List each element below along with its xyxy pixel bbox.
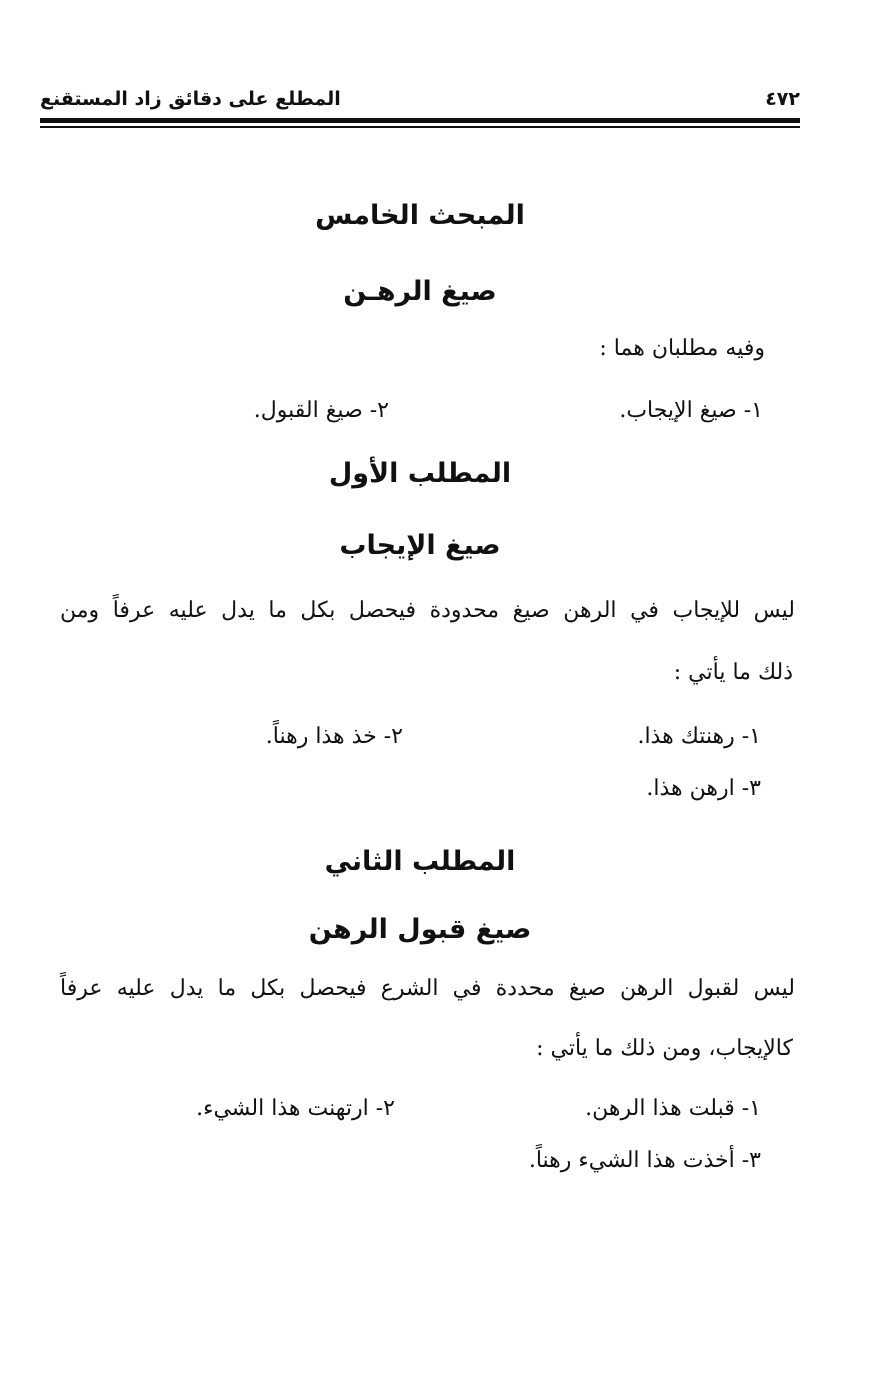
second-example-2: ٢- ارتهنت هذا الشيء. [196, 1096, 395, 1121]
header-rule-thick [40, 118, 800, 123]
second-example-3: ٣- أخذت هذا الشيء رهناً. [528, 1148, 761, 1173]
first-paragraph-line-1: ليس للإيجاب في الرهن صيغ محدودة فيحصل بكل ما يدل عليه عرفاً ومن [60, 598, 795, 623]
first-example-1: ١- رهنتك هذا. [637, 724, 761, 749]
first-paragraph-line-2: ذلك ما يأتي : [673, 660, 793, 685]
first-heading: المطلب الأول [328, 458, 512, 489]
page-number: ٤٧٢ [765, 88, 800, 110]
first-example-2: ٢- خذ هذا رهناً. [265, 724, 403, 749]
section-intro: وفيه مطلبان هما : [599, 336, 765, 361]
header-rule-thin [40, 126, 800, 128]
second-title: صيغ قبول الرهن [308, 914, 532, 945]
section-item-1: ١- صيغ الإيجاب. [619, 398, 763, 423]
running-title: المطلع على دقائق زاد المستقنع [40, 88, 341, 110]
section-title: صيغ الرهـن [343, 276, 497, 307]
second-example-1: ١- قبلت هذا الرهن. [585, 1096, 761, 1121]
second-heading: المطلب الثاني [324, 846, 516, 877]
section-item-2: ٢- صيغ القبول. [253, 398, 389, 423]
first-example-3: ٣- ارهن هذا. [646, 776, 761, 801]
second-paragraph-line-1: ليس لقبول الرهن صيغ محددة في الشرع فيحصل بكل ما يدل عليه عرفاً [60, 976, 795, 1001]
first-title: صيغ الإيجاب [339, 530, 501, 561]
second-paragraph-line-2: كالإيجاب، ومن ذلك ما يأتي : [536, 1036, 793, 1061]
section-heading: المبحث الخامس [315, 200, 525, 231]
page-header [40, 84, 800, 114]
